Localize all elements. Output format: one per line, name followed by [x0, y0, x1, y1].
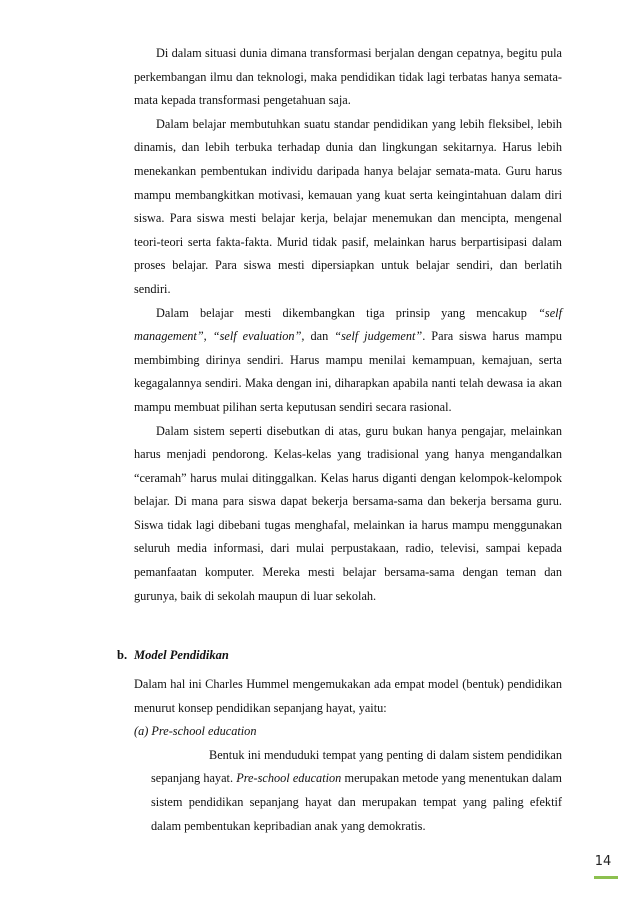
paragraph-3-mid: dan — [304, 329, 335, 344]
paragraph-2: Dalam belajar membutuhkan suatu standar pendidikan yang lebih fleksibel, lebih dinamis, dan lebih terbuka terhadap dunia dan lingkungan sekitarnya. Harus lebih menekankan pembentukan individu daripada hanya belajar semata-mata. Guru harus mampu membangkitkan motivasi, kemauan yang kuat serta keingintahuan dalam diri siswa. Para siswa mesti belajar kerja, belajar menemukan dan mencipta, mengenal teori-teori serta fakta-fakta. Murid tidak pasif, melainkan harus berpartisipasi dalam proses belajar. Para siswa mesti dipersiapkan untuk belajar sendiri, dan berlatih sendiri. — [134, 116, 562, 296]
paragraph-3 — [134, 302, 562, 420]
paragraph-1: Di dalam situasi dunia dimana transformasi berjalan dengan cepatnya, begitu pula perkembangan ilmu dan teknologi, maka pendidikan tidak lagi terbatas hanya semata-mata kepada transformasi pengetahuan saja. — [134, 46, 562, 108]
section-heading — [117, 648, 229, 663]
paragraph-3-italic: “self management”, “self evaluation”, — [134, 305, 562, 344]
section-intro: Dalam hal ini Charles Hummel mengemukakan ada empat model (bentuk) pendidikan menurut konsep pendidikan sepanjang hayat, yaitu: — [134, 677, 562, 715]
subsection-text-1: Bentuk ini menduduki tempat yang penting di dalam sistem pendidikan sepanjang hayat. — [151, 747, 562, 786]
body-text — [134, 42, 562, 608]
page-number-underline — [594, 876, 618, 879]
section-letter: b. — [117, 648, 128, 662]
section-title: Model Pendidikan — [134, 648, 229, 662]
paragraph-3-end: . Para siswa harus mampu membimbing dirinya sendiri. Harus mampu menilai kemampuan, kemajuan, serta kegagalannya sendiri. Maka dengan ini, diharapkan apabila nanti telah dewasa ia akan mampu membuat pilihan serta keputusan sendiri secara rasional. — [134, 329, 562, 414]
paragraph-3-italic-2: “self judgement” — [334, 329, 423, 344]
section-body — [134, 673, 562, 838]
subsection-text — [151, 744, 562, 838]
subsection-text-italic: Pre-school education — [236, 771, 342, 786]
page-number: 14 — [594, 854, 612, 869]
subsection-text-2: merupakan metode yang menentukan dalam sistem pendidikan sepanjang hayat dan merupakan tempat yang paling efektif dalam pembentukan kepribadian anak yang demokratis. — [151, 771, 562, 833]
paragraph-3-start: Dalam belajar mesti dikembangkan tiga prinsip yang mencakup — [156, 305, 539, 320]
paragraph-4: Dalam sistem seperti disebutkan di atas, guru bukan hanya pengajar, melainkan harus menjadi pendorong. Kelas-kelas yang tradisional yang hanya mengandalkan “ceramah” harus mulai ditinggalkan. Kelas harus diganti dengan kelompok-kelompok belajar. Di mana para siswa dapat bekerja bersama-sama dan bekerja bersama guru. Siswa tidak lagi dibebani tugas menghafal, melainkan ia harus mampu menggunakan seluruh media informasi, dari mulai perpustakaan, radio, televisi, sampai kepada pemanfaatan komputer. Mereka mesti belajar bersama-sama dengan teman dan gurunya, baik di sekolah maupun di luar sekolah. — [134, 423, 562, 603]
subsection-label: (a) Pre-school education — [134, 724, 257, 739]
